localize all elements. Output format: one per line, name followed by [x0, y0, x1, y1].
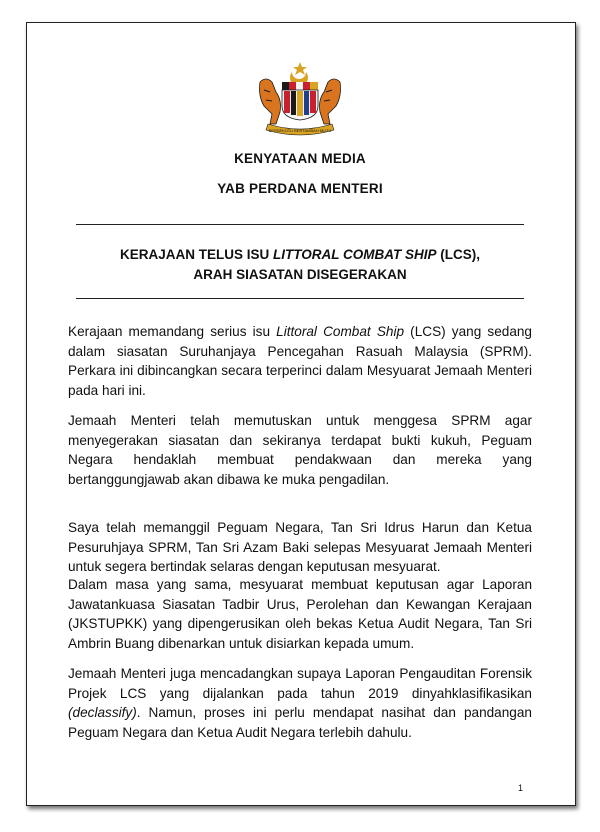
divider-top [76, 224, 524, 225]
paragraph-2: Jemaah Menteri telah memutuskan untuk menggesa SPRM agar menyegerakan siasatan dan sekiranya terdapat bukti kukuh, Peguam Negara hendaklah membuat pendakwaan dan mereka yang bertanggungjawab akan dibawa ke muka pengadilan. [68, 413, 532, 487]
header-line-1: KENYATAAN MEDIA [234, 151, 366, 166]
paragraph-4: Dalam masa yang sama, mesyuarat membuat keputusan agar Laporan Jawatankuasa Siasatan Tadbir Urus, Perolehan dan Kewangan Kerajaan (JKSTUPKK) yang dipengerusikan oleh bekas Ketua Audit Negara, Tan Sri Ambrin Buang dibenarkan untuk disiarkan kepada umum. [68, 577, 532, 651]
header-line-2: YAB PERDANA MENTERI [217, 181, 383, 196]
title-line-2: ARAH SIASATAN DISEGERAKAN [193, 267, 407, 282]
divider-bottom [76, 298, 524, 299]
svg-text:BERSEKUTU BERTAMBAH MUTU: BERSEKUTU BERTAMBAH MUTU [268, 128, 332, 133]
page-number: 1 [518, 783, 524, 793]
paragraph-3: Saya telah memanggil Peguam Negara, Tan Sri Idrus Harun dan Ketua Pesuruhjaya SPRM, Tan Sri Azam Baki selepas Mesyuarat Jemaah Menteri untuk segera bertindak selaras dengan keputusan mesyuarat. [68, 520, 532, 574]
paragraph-5: Jemaah Menteri juga mencadangkan supaya Laporan Pengauditan Forensik Projek LCS yang dijalankan pada tahun 2019 dinyahklasifikasikan (declassify). Namun, proses ini perlu mendapat nasihat dan pandangan Peguam Negara dan Ketua Audit Negara terlebih dahulu. [68, 666, 532, 740]
title-line-1: KERAJAAN TELUS ISU LITTORAL COMBAT SHIP (LCS), [119, 247, 480, 262]
press-title [0, 245, 600, 285]
coat-of-arms-icon [252, 60, 348, 138]
paragraph-1: Kerajaan memandang serius isu Littoral Combat Ship (LCS) yang sedang dalam siasatan Suruhanjaya Pencegahan Rasuah Malaysia (SPRM). Perkara ini dibincangkan secara terperinci dalam Mesyuarat Jemaah Menteri pada hari ini. [68, 324, 532, 398]
